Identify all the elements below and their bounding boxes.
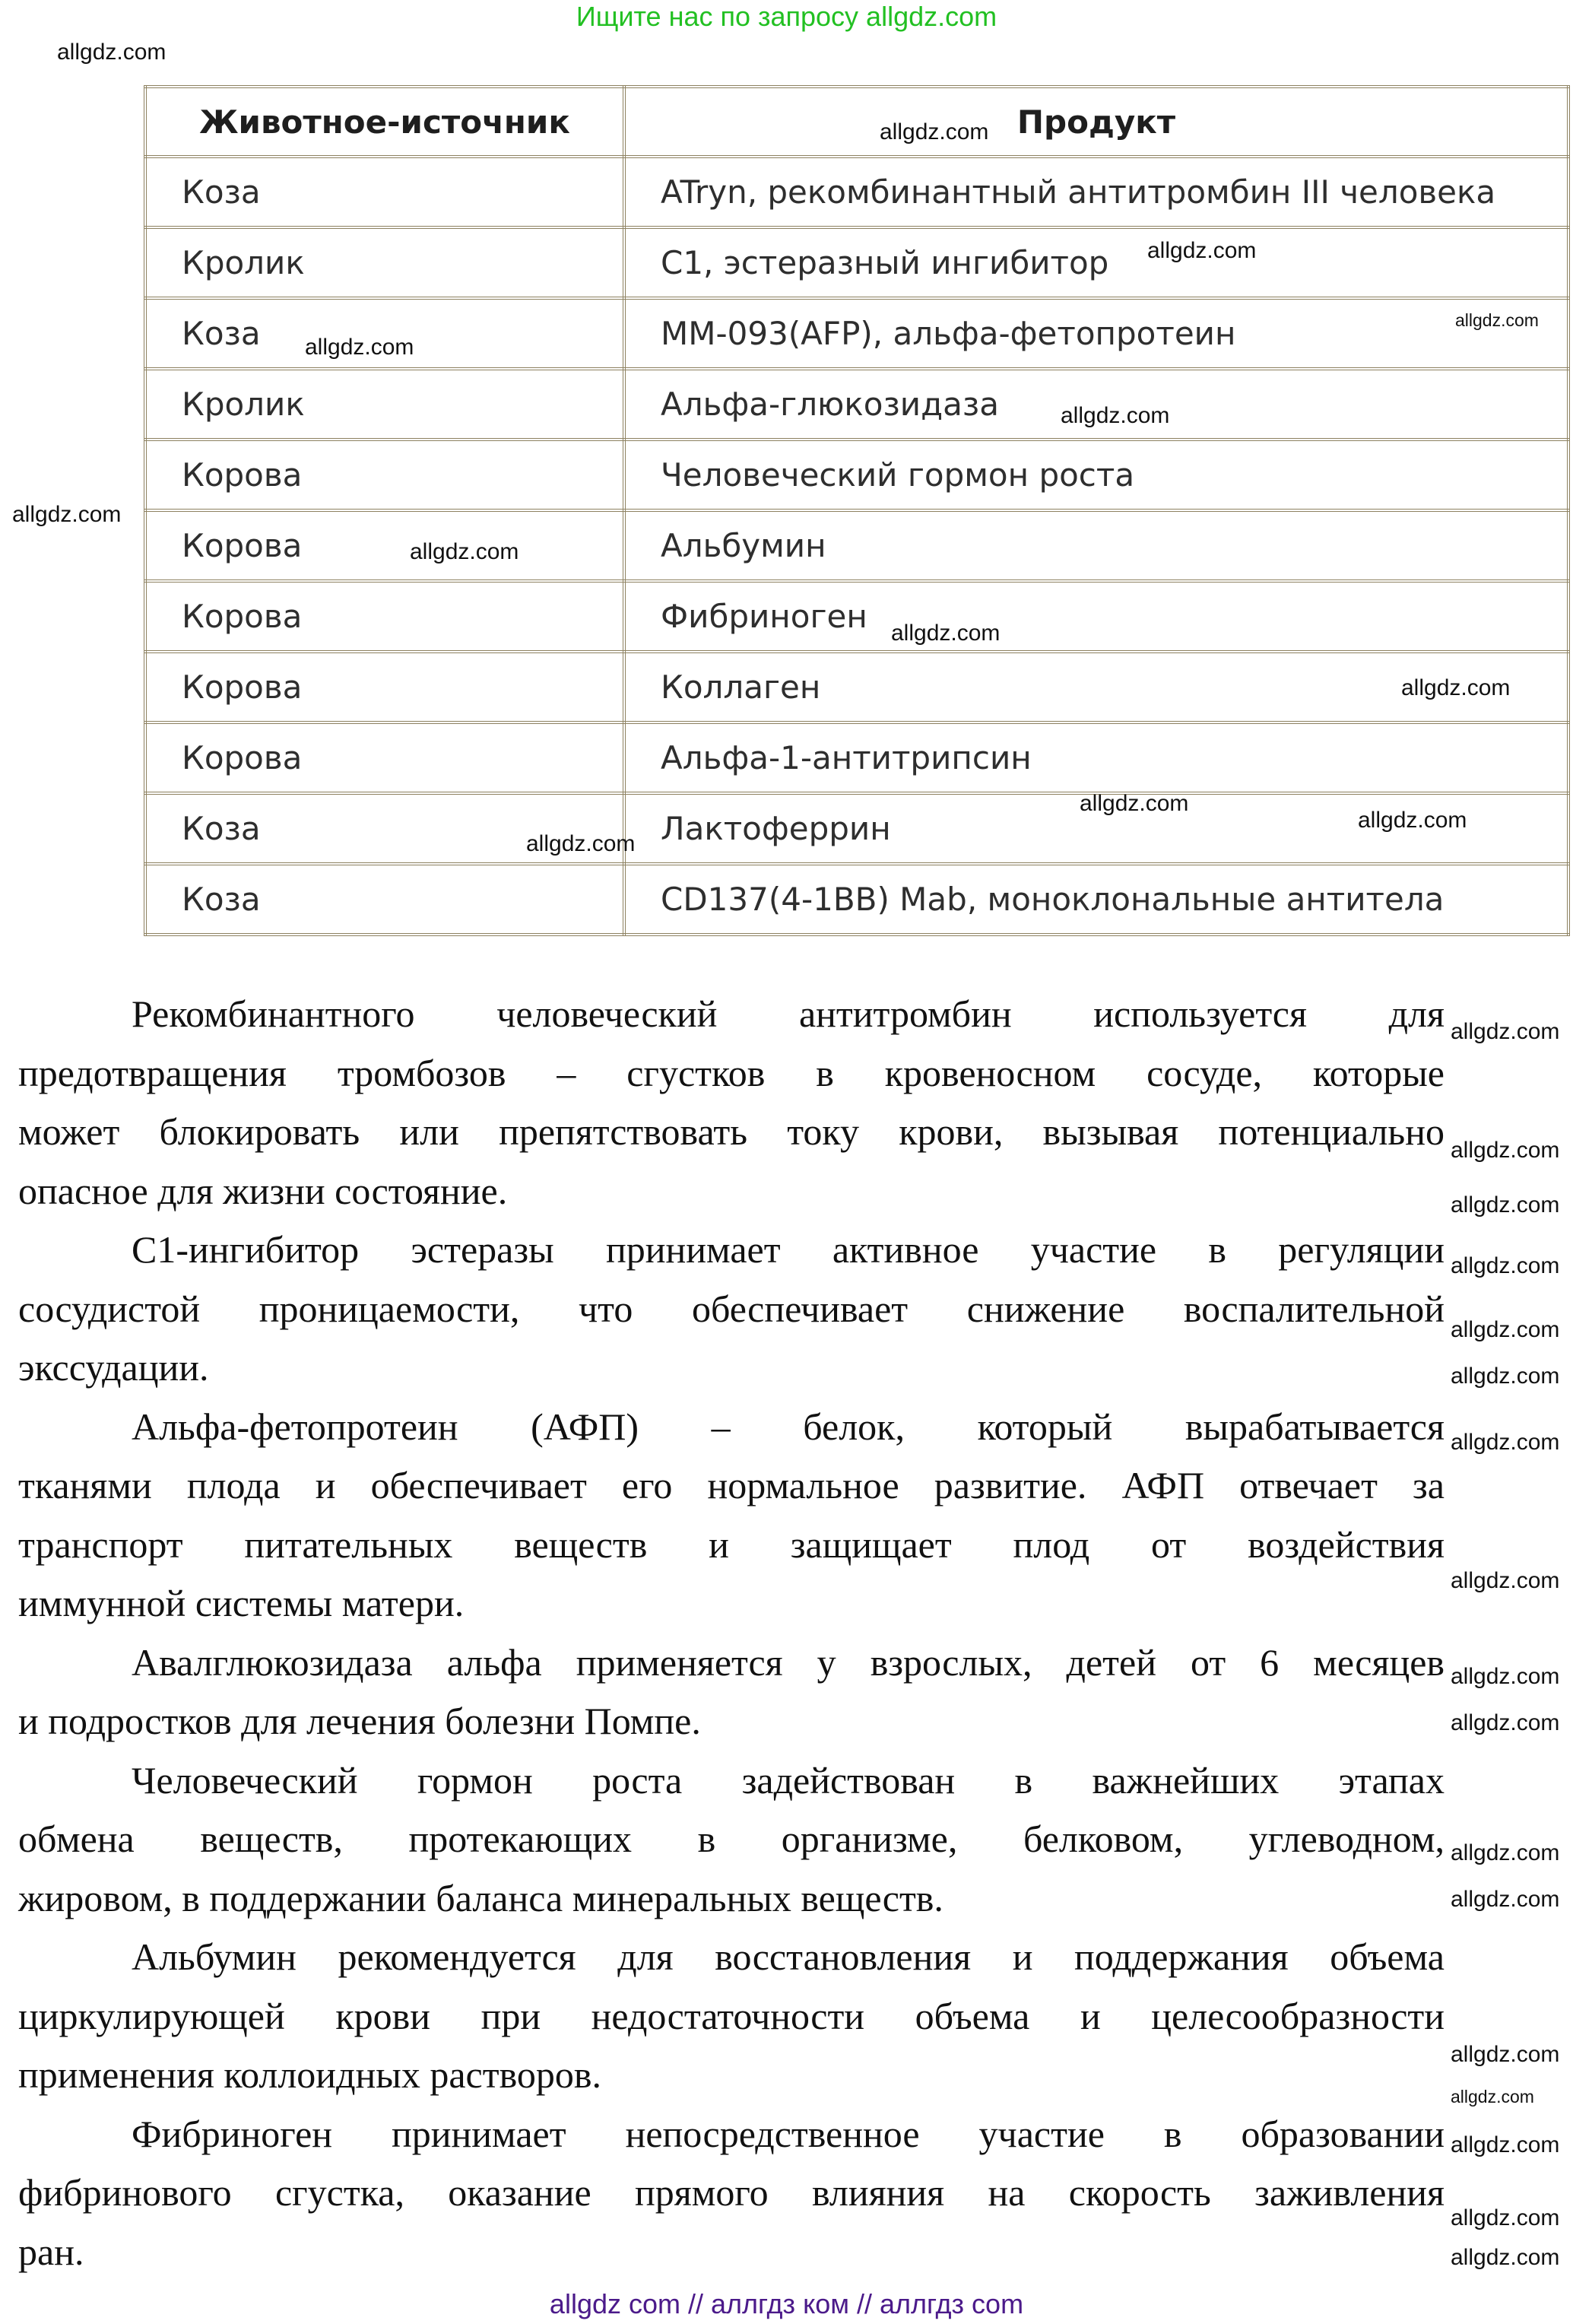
paragraph-line: может блокировать или препятствовать току крови, вызывая потенциально [18,1110,1445,1153]
watermark: allgdz.com [1451,1192,1560,1218]
product-cell: Альбумин [624,510,1568,581]
product-cell: CD137(4-1BB) Mab, моноклональные антитела [624,864,1568,935]
paragraph [18,2105,1445,2282]
paragraph-line: фибринового сгустка, оказание прямого влияния на скорость заживления [18,2171,1445,2214]
animal-source-cell: Корова [145,440,624,510]
product-cell: MM-093(AFP), альфа-фетопротеин [624,298,1568,369]
footer-links[interactable]: allgdz com // аллгдз ком // аллгдз com [549,2288,1024,2319]
paragraph-line: Рекомбинантного человеческий антитромбин используется для [132,992,1445,1035]
animal-source-cell: Коза [145,157,624,227]
paragraph-line: жировом, в поддержании баланса минеральных веществ. [18,1876,943,1919]
table-row [145,652,1568,722]
product-cell: С1, эстеразный ингибитор [624,227,1568,298]
animal-source-cell: Кролик [145,227,624,298]
paragraph-line: ран. [18,2230,84,2273]
paragraph-line: сосудистой проницаемости, что обеспечивает снижение воспалительной [18,1287,1445,1330]
paragraph [18,1751,1445,1929]
watermark: allgdz.com [1451,1430,1560,1455]
watermark: allgdz.com [1358,808,1467,833]
product-cell: ATryn, рекомбинантный антитромбин III человека [624,157,1568,227]
table-row [145,157,1568,227]
product-cell: Лактоферрин [624,793,1568,864]
watermark: allgdz.com [1061,403,1170,428]
paragraph [18,1398,1445,1633]
table-header-row [145,87,1568,157]
animal-source-cell: Коза [145,864,624,935]
product-table [144,85,1570,936]
paragraph-line: экссудации. [18,1346,209,1389]
paragraph-line: транспорт питательных веществ и защищает плод от воздействия [18,1522,1445,1566]
paragraph [18,1928,1445,2105]
watermark: allgdz.com [410,539,519,564]
table-row [145,369,1568,440]
watermark: allgdz.com [1451,1317,1560,1342]
watermark: allgdz.com [880,119,989,144]
watermark: allgdz.com [1455,310,1539,330]
table-row [145,510,1568,581]
watermark: allgdz.com [1401,675,1511,700]
paragraph-line: и подростков для лечения болезни Помпе. [18,1700,701,1742]
paragraph-line: С1-ингибитор эстеразы принимает активное участие в регуляции [132,1228,1445,1271]
watermark: allgdz.com [526,831,636,856]
header-animal-source: Животное-источник [145,87,624,157]
table-row [145,227,1568,298]
animal-source-cell: Корова [145,510,624,581]
watermark: allgdz.com [1451,2087,1534,2107]
product-cell: Человеческий гормон роста [624,440,1568,510]
watermark: allgdz.com [1451,2205,1560,2230]
watermark: allgdz.com [1451,2132,1560,2157]
paragraph [18,1633,1445,1751]
search-banner[interactable]: Ищите нас по запросу allgdz.com [576,1,997,32]
animal-source-cell: Корова [145,722,624,793]
paragraph-line: опасное для жизни состояние. [18,1169,508,1212]
table-row [145,793,1568,864]
watermark: allgdz.com [1451,1019,1560,1044]
paragraph-line: применения коллоидных растворов. [18,2053,601,2096]
product-cell: Альфа-1-антитрипсин [624,722,1568,793]
paragraph-line: Альфа-фетопротеин (АФП) – белок, который вырабатывается [132,1405,1445,1448]
watermark: allgdz.com [1451,1253,1560,1278]
header-product: Продукт [624,87,1568,157]
body-text [18,985,1445,2281]
product-cell: Фибриноген [624,581,1568,652]
watermark: allgdz.com [1080,791,1189,816]
watermark: allgdz.com [1451,2245,1560,2270]
paragraph-line: тканями плода и обеспечивает его нормальное развитие. АФП отвечает за [18,1464,1445,1506]
paragraph-line: предотвращения тромбозов – сгустков в кровеносном сосуде, которые [18,1051,1445,1094]
animal-source-cell: Кролик [145,369,624,440]
watermark: allgdz.com [305,335,414,360]
watermark: allgdz.com [1451,1664,1560,1689]
watermark: allgdz.com [891,621,1001,646]
paragraph-line: обмена веществ, протекающих в организме, белковом, углеводном, [18,1818,1445,1860]
paragraph-line: Авалглюкозидаза альфа применяется у взрослых, детей от 6 месяцев [132,1640,1445,1684]
animal-source-cell: Корова [145,581,624,652]
table-row [145,440,1568,510]
watermark: allgdz.com [1451,1840,1560,1865]
paragraph-line: Человеческий гормон роста задействован в важнейших этапах [132,1758,1445,1802]
watermark: allgdz.com [1451,1364,1560,1389]
paragraph [18,985,1445,1221]
paragraph [18,1221,1445,1398]
watermark: allgdz.com [57,40,166,65]
animal-source-cell: Коза [145,298,624,369]
table-row [145,864,1568,935]
animal-source-cell: Корова [145,652,624,722]
product-cell: Альфа-глюкозидаза [624,369,1568,440]
watermark: allgdz.com [1147,238,1257,263]
paragraph-line: Фибриноген принимает непосредственное участие в образовании [132,2112,1445,2155]
product-cell: Коллаген [624,652,1568,722]
watermark: allgdz.com [1451,1887,1560,1912]
watermark: allgdz.com [12,502,122,527]
paragraph-line: Альбумин рекомендуется для восстановления и поддержания объема [132,1935,1445,1978]
watermark: allgdz.com [1451,1568,1560,1593]
paragraph-line: иммунной системы матери. [18,1582,465,1624]
paragraph-line: циркулирующей крови при недостаточности объема и целесообразности [18,1994,1445,2037]
animal-source-cell: Коза [145,793,624,864]
watermark: allgdz.com [1451,1710,1560,1735]
table-row [145,581,1568,652]
watermark: allgdz.com [1451,2042,1560,2067]
watermark: allgdz.com [1451,1138,1560,1163]
table-row [145,722,1568,793]
